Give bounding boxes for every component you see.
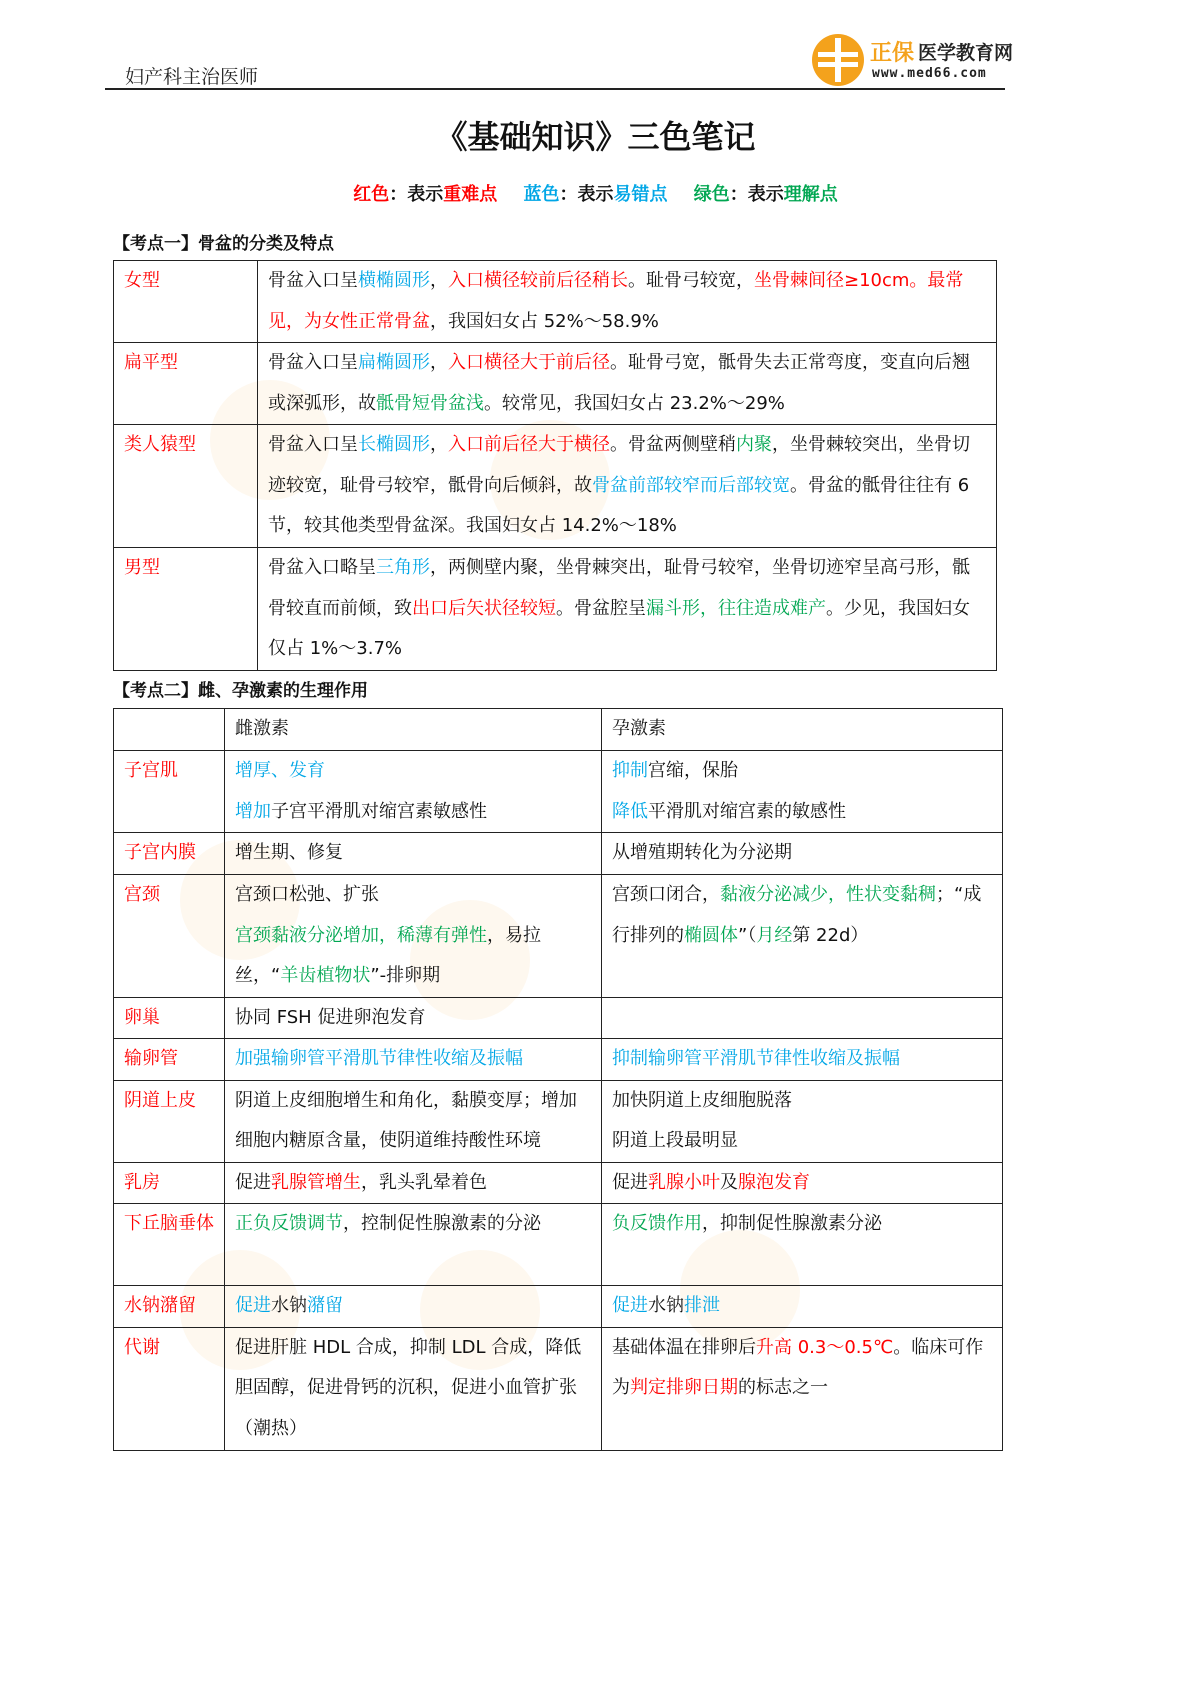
column-header — [114, 709, 225, 751]
table-row — [114, 261, 997, 343]
progesterone-effect — [602, 833, 1003, 875]
estrogen-effect — [225, 1327, 602, 1450]
text-segment: 黏液分泌减少，性状变黏稠 — [720, 884, 936, 905]
section2-heading: 【考点二】雌、孕激素的生理作用 — [113, 681, 368, 701]
text-segment: 阴道上皮细胞增生和角化，黏膜变厚；增加细胞内糖原含量，使阴道维持酸性环境 — [235, 1089, 577, 1151]
text-segment: 骶骨短骨盆浅 — [376, 392, 484, 414]
text-segment: 长椭圆形 — [358, 434, 430, 455]
progesterone-effect — [602, 997, 1003, 1039]
legend-green-sep: ： — [729, 184, 748, 205]
effect-line — [235, 1039, 591, 1080]
text-segment: 骨盆入口呈 — [268, 352, 358, 373]
pelvis-types-table — [113, 260, 997, 671]
pelvis-type-label: 扁平型 — [114, 343, 258, 425]
text-segment: 第 22d） — [792, 924, 869, 946]
organ-label: 阴道上皮 — [114, 1080, 225, 1162]
progesterone-effect — [602, 1286, 1003, 1328]
text-segment: 。骨盆的骶骨往往有 6 节，较其他类型骨盆深。我国妇女占 14.2%～18% — [268, 474, 970, 536]
effect-line — [612, 792, 992, 833]
text-segment: ，坐骨棘较突出，坐骨切迹较宽，耻骨弓较窄，骶骨向后倾斜，故 — [268, 434, 970, 496]
estrogen-effect — [225, 833, 602, 875]
legend-blue-name: 蓝色 — [523, 184, 560, 205]
table-row — [114, 425, 997, 548]
effect-line — [235, 1081, 591, 1162]
text-segment: 升高 0.3～0.5℃ — [756, 1336, 894, 1358]
text-segment: ，控制促性腺激素的分泌 — [343, 1213, 541, 1234]
table-row — [114, 997, 1003, 1039]
effect-line — [612, 1081, 992, 1122]
text-segment: 潴留 — [307, 1295, 343, 1316]
effect-line — [235, 1204, 591, 1245]
text-segment: 负反馈作用 — [612, 1213, 702, 1234]
legend-red-prefix: 表示 — [407, 184, 444, 205]
legend-red — [353, 184, 497, 205]
text-segment: 基础体温在排卵后 — [612, 1336, 756, 1358]
organ-label: 代谢 — [114, 1327, 225, 1450]
text-segment: 骨盆入口略呈 — [268, 557, 376, 578]
text-segment: 水钠 — [271, 1295, 307, 1316]
effect-line — [612, 1204, 992, 1245]
text-segment: 。耻骨弓宽，骶骨失去正常弯度，变直向后翘或深弧形，故 — [268, 352, 970, 414]
text-segment: 平滑肌对缩宫素的敏感性 — [648, 800, 846, 822]
table-row — [114, 751, 1003, 833]
legend-green-prefix: 表示 — [747, 184, 784, 205]
table-row — [114, 1204, 1003, 1286]
pelvis-type-description — [258, 548, 997, 671]
effect-line — [235, 1163, 591, 1204]
legend-green-meaning: 理解点 — [783, 184, 838, 205]
text-segment: 骨盆前部较窄而后部较宽 — [592, 474, 790, 496]
text-segment: ，两侧壁内聚，坐骨棘突出，耻骨弓较窄，坐骨切迹窄呈高弓形，骶骨较直而前倾，致 — [268, 557, 970, 619]
text-segment: 宫颈口闭合， — [612, 884, 720, 905]
logo-brand-primary: 正保 — [870, 41, 915, 66]
effect-line — [612, 875, 992, 956]
text-segment: 宫颈口松弛、扩张 — [235, 884, 379, 905]
text-segment: 入口横径较前后径稍长 — [448, 270, 628, 291]
legend-green — [694, 184, 838, 205]
header-divider — [105, 88, 1005, 90]
organ-label: 卵巢 — [114, 997, 225, 1039]
logo-brand-secondary: 医学教育网 — [918, 42, 1014, 64]
progesterone-effect — [602, 751, 1003, 833]
table-row — [114, 1162, 1003, 1204]
table-row — [114, 548, 997, 671]
text-segment: 正负反馈调节 — [235, 1213, 343, 1234]
header-subject: 妇产科主治医师 — [125, 66, 259, 88]
effect-line — [235, 916, 591, 997]
text-segment: 入口横径大于前后径 — [448, 352, 610, 373]
text-segment: 排泄 — [684, 1295, 720, 1316]
text-segment: 乳腺管增生 — [271, 1171, 361, 1193]
text-segment: 。骨盆腔呈 — [556, 597, 646, 619]
effect-line — [235, 1286, 591, 1327]
text-segment: 乳腺小叶 — [648, 1171, 720, 1193]
organ-label: 宫颈 — [114, 875, 225, 998]
text-segment: 。耻骨弓较宽， — [628, 270, 754, 291]
text-segment: 抑制 — [612, 760, 648, 781]
text-segment: 的标志之一 — [738, 1377, 828, 1398]
progesterone-effect — [602, 1204, 1003, 1286]
text-segment: 加快阴道上皮细胞脱落 — [612, 1089, 792, 1111]
table-header-row — [114, 709, 1003, 751]
text-segment: 。较常见，我国妇女占 23.2%～29% — [484, 392, 785, 414]
logo-emblem-icon — [812, 34, 864, 86]
text-segment: 促进 — [612, 1171, 648, 1193]
effect-line — [235, 792, 591, 833]
table-row — [114, 1080, 1003, 1162]
text-segment: ，抑制促性腺激素分泌 — [702, 1213, 882, 1234]
text-segment: 促进 — [612, 1295, 648, 1316]
page-title: 《基础知识》三色笔记 — [435, 118, 756, 156]
progesterone-effect — [602, 1080, 1003, 1162]
estrogen-effect — [225, 1204, 602, 1286]
text-segment: 促进 — [235, 1295, 271, 1316]
text-segment: ， — [430, 434, 448, 455]
text-segment: 增厚、发育 — [235, 760, 325, 781]
progesterone-effect — [602, 1039, 1003, 1081]
text-segment: 椭圆体 — [684, 924, 738, 946]
estrogen-effect — [225, 1080, 602, 1162]
text-segment: 及 — [720, 1171, 738, 1193]
estrogen-effect — [225, 997, 602, 1039]
text-segment: 入口前后径大于横径 — [448, 434, 610, 455]
progesterone-effect — [602, 875, 1003, 998]
pelvis-type-description — [258, 261, 997, 343]
table-row — [114, 875, 1003, 998]
progesterone-effect — [602, 1162, 1003, 1204]
text-segment: 。骨盆两侧壁稍 — [610, 434, 736, 455]
text-segment: 骨盆入口呈 — [268, 434, 358, 455]
text-segment: 促进 — [235, 1171, 271, 1193]
text-segment: 羊齿植物状 — [280, 965, 371, 986]
legend-blue — [524, 184, 668, 205]
legend-green-name: 绿色 — [693, 184, 730, 205]
text-segment: ，我国妇女占 52%～58.9% — [430, 310, 659, 332]
estrogen-effect — [225, 1039, 602, 1081]
text-segment: ， — [430, 352, 448, 373]
organ-label: 乳房 — [114, 1162, 225, 1204]
table-row — [114, 1039, 1003, 1081]
text-segment: ”（ — [738, 924, 757, 946]
estrogen-effect — [225, 875, 602, 998]
text-segment: 横椭圆形 — [358, 270, 430, 291]
text-segment: 宫颈黏液分泌增加，稀薄有弹性 — [235, 924, 487, 946]
text-segment: ，乳头乳晕着色 — [361, 1171, 487, 1193]
organ-label: 子宫内膜 — [114, 833, 225, 875]
pelvis-type-label: 类人猿型 — [114, 425, 258, 548]
text-segment: ， — [430, 270, 448, 291]
pelvis-type-description — [258, 343, 997, 425]
text-segment: 。少见，我国妇女仅占 1%～3.7% — [268, 597, 970, 659]
text-segment: 月经 — [756, 924, 793, 946]
legend-blue-meaning: 易错点 — [613, 184, 668, 205]
text-segment: 判定排卵日期 — [630, 1377, 738, 1398]
effect-line — [612, 1328, 992, 1409]
text-segment: 腺泡发育 — [738, 1171, 810, 1193]
effect-line — [235, 1328, 591, 1450]
effect-line — [235, 998, 591, 1039]
effect-line — [612, 1121, 992, 1162]
text-segment: 阴道上段最明显 — [612, 1130, 738, 1151]
effect-line — [612, 1286, 992, 1327]
column-header: 雌激素 — [225, 709, 602, 751]
text-segment: ，易拉丝，“ — [235, 924, 541, 986]
pelvis-type-description — [258, 425, 997, 548]
pelvis-type-label: 男型 — [114, 548, 258, 671]
text-segment: 漏斗形，往往造成难产 — [646, 597, 826, 619]
text-segment: 协同 FSH 促进卵泡发育 — [235, 1006, 426, 1028]
effect-line — [235, 833, 591, 874]
section1-heading: 【考点一】骨盆的分类及特点 — [113, 234, 334, 254]
legend-red-name: 红色 — [353, 184, 390, 205]
estrogen-effect — [225, 751, 602, 833]
text-segment: 骨盆入口呈 — [268, 270, 358, 291]
effect-line — [612, 833, 992, 874]
pelvis-type-label: 女型 — [114, 261, 258, 343]
table-row — [114, 833, 1003, 875]
effect-line — [612, 1039, 992, 1080]
text-segment: 加强输卵管平滑肌节律性收缩及振幅 — [235, 1048, 523, 1069]
color-legend — [0, 180, 1191, 206]
logo-url: www.med66.com — [872, 66, 987, 81]
text-segment: 扁椭圆形 — [358, 352, 430, 373]
column-header: 孕激素 — [602, 709, 1003, 751]
organ-label: 输卵管 — [114, 1039, 225, 1081]
estrogen-effect — [225, 1162, 602, 1204]
text-segment: 抑制输卵管平滑肌节律性收缩及振幅 — [612, 1048, 900, 1069]
effect-line — [235, 751, 591, 792]
text-segment: 。临床可作为 — [612, 1336, 984, 1398]
table-row — [114, 1286, 1003, 1328]
text-segment: 从增殖期转化为分泌期 — [612, 842, 792, 863]
text-segment: 增加 — [235, 800, 271, 822]
text-segment: ”-排卵期 — [370, 965, 441, 986]
text-segment: 降低 — [612, 800, 648, 822]
table-row — [114, 343, 997, 425]
text-segment: 坐骨棘间径≥10cm。最常见，为女性正常骨盆 — [268, 270, 964, 332]
estrogen-effect — [225, 1286, 602, 1328]
legend-red-meaning: 重难点 — [443, 184, 498, 205]
text-segment: 子宫平滑肌对缩宫素敏感性 — [271, 800, 487, 822]
legend-red-sep: ： — [389, 184, 408, 205]
text-segment: 水钠 — [648, 1295, 684, 1316]
progesterone-effect — [602, 1327, 1003, 1450]
text-segment: 增生期、修复 — [235, 842, 343, 863]
text-segment: 内聚 — [736, 434, 772, 455]
legend-blue-prefix: 表示 — [577, 184, 614, 205]
effect-line — [235, 875, 591, 916]
hormone-effects-table — [113, 708, 1003, 1451]
text-segment: ；“成行排列的 — [612, 884, 982, 946]
text-segment: 促进肝脏 HDL 合成，抑制 LDL 合成，降低胆固醇，促进骨钙的沉积，促进小血管扩张（潮热） — [235, 1336, 582, 1439]
text-segment: 三角形 — [376, 557, 430, 578]
effect-line — [612, 1163, 992, 1204]
brand-logo — [812, 30, 1057, 88]
organ-label: 子宫肌 — [114, 751, 225, 833]
organ-label: 水钠潴留 — [114, 1286, 225, 1328]
text-segment: 宫缩，保胎 — [648, 760, 738, 781]
effect-line — [612, 751, 992, 792]
text-segment: 出口后矢状径较短 — [412, 597, 556, 619]
organ-label: 下丘脑垂体 — [114, 1204, 225, 1286]
table-row — [114, 1327, 1003, 1450]
legend-blue-sep: ： — [559, 184, 578, 205]
